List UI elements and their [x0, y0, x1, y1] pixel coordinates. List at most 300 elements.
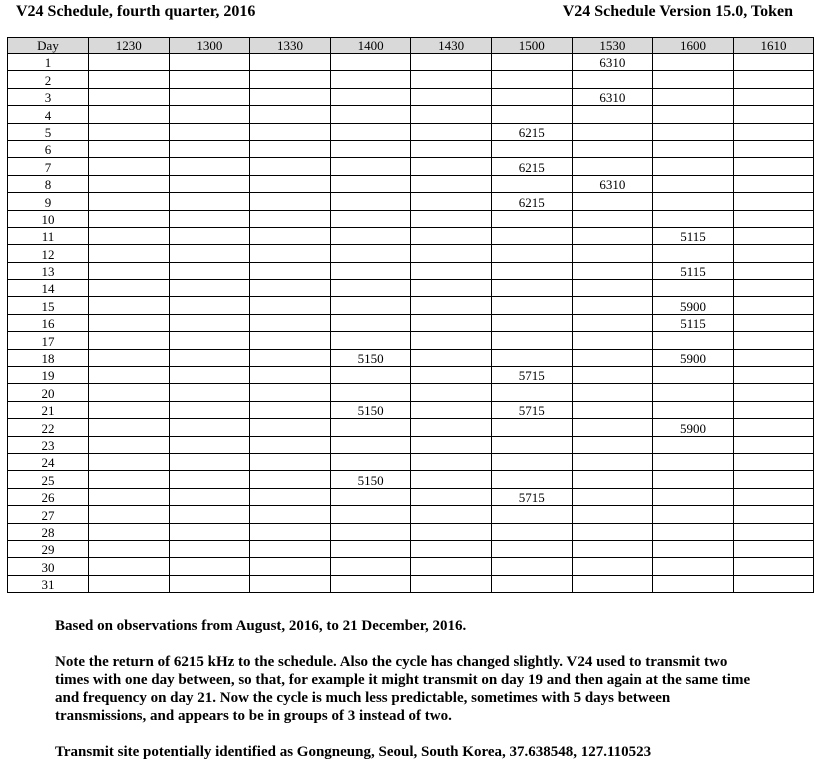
frequency-cell: [330, 193, 411, 210]
frequency-cell: [169, 193, 250, 210]
frequency-cell: [250, 332, 331, 349]
column-header-time: 1400: [330, 38, 411, 54]
frequency-cell: 6215: [491, 123, 572, 140]
frequency-cell: 5115: [653, 314, 734, 331]
frequency-cell: 6310: [572, 88, 653, 105]
frequency-cell: [572, 367, 653, 384]
frequency-cell: [733, 71, 814, 88]
frequency-cell: [411, 384, 492, 401]
frequency-cell: [169, 488, 250, 505]
day-cell: 27: [8, 506, 89, 523]
frequency-cell: 6310: [572, 54, 653, 71]
day-cell: 28: [8, 523, 89, 540]
frequency-cell: [169, 227, 250, 244]
day-cell: 16: [8, 314, 89, 331]
frequency-cell: [572, 297, 653, 314]
frequency-cell: [330, 210, 411, 227]
frequency-cell: 6215: [491, 158, 572, 175]
frequency-cell: [250, 453, 331, 470]
frequency-cell: [653, 523, 734, 540]
frequency-cell: [169, 419, 250, 436]
frequency-cell: [733, 384, 814, 401]
frequency-cell: [733, 280, 814, 297]
day-cell: 29: [8, 540, 89, 557]
frequency-cell: [411, 227, 492, 244]
frequency-cell: [330, 140, 411, 157]
frequency-cell: [491, 523, 572, 540]
frequency-cell: [89, 280, 170, 297]
table-row: [8, 506, 814, 523]
column-header-time: 1330: [250, 38, 331, 54]
day-cell: 11: [8, 227, 89, 244]
table-row: [8, 193, 814, 210]
frequency-cell: [89, 349, 170, 366]
frequency-cell: [89, 540, 170, 557]
frequency-cell: [330, 436, 411, 453]
day-cell: 2: [8, 71, 89, 88]
frequency-cell: [411, 436, 492, 453]
frequency-cell: [250, 297, 331, 314]
table-row: [8, 523, 814, 540]
frequency-cell: [733, 54, 814, 71]
frequency-cell: [89, 314, 170, 331]
table-row: [8, 349, 814, 366]
frequency-cell: [250, 106, 331, 123]
frequency-cell: [653, 210, 734, 227]
frequency-cell: [572, 401, 653, 418]
frequency-cell: [89, 245, 170, 262]
frequency-cell: [653, 280, 734, 297]
frequency-cell: [733, 123, 814, 140]
day-cell: 26: [8, 488, 89, 505]
frequency-cell: [491, 453, 572, 470]
frequency-cell: [89, 558, 170, 575]
column-header-time: 1300: [169, 38, 250, 54]
frequency-cell: 5150: [330, 471, 411, 488]
frequency-cell: [491, 140, 572, 157]
frequency-cell: [169, 54, 250, 71]
table-row: [8, 280, 814, 297]
column-header-time: 1230: [89, 38, 170, 54]
table-row: [8, 488, 814, 505]
frequency-cell: [653, 245, 734, 262]
frequency-cell: [169, 523, 250, 540]
frequency-cell: [653, 367, 734, 384]
frequency-cell: [491, 54, 572, 71]
frequency-cell: [572, 314, 653, 331]
frequency-cell: [733, 227, 814, 244]
frequency-cell: [169, 262, 250, 279]
frequency-cell: [733, 314, 814, 331]
frequency-cell: [250, 523, 331, 540]
frequency-cell: [89, 140, 170, 157]
frequency-cell: [653, 71, 734, 88]
frequency-cell: [169, 280, 250, 297]
frequency-cell: [330, 71, 411, 88]
frequency-cell: [250, 349, 331, 366]
frequency-cell: [733, 436, 814, 453]
frequency-cell: [491, 506, 572, 523]
frequency-cell: [653, 575, 734, 592]
frequency-cell: [169, 71, 250, 88]
frequency-cell: [330, 88, 411, 105]
frequency-cell: [250, 436, 331, 453]
frequency-cell: [250, 193, 331, 210]
frequency-cell: [330, 575, 411, 592]
version-label: V24 Schedule Version 15.0, Token: [562, 3, 793, 20]
frequency-cell: [169, 506, 250, 523]
table-row: [8, 436, 814, 453]
frequency-cell: [89, 54, 170, 71]
frequency-cell: [411, 106, 492, 123]
frequency-cell: [572, 540, 653, 557]
frequency-cell: [89, 210, 170, 227]
column-header-time: 1600: [653, 38, 734, 54]
frequency-cell: [89, 506, 170, 523]
frequency-cell: [491, 210, 572, 227]
frequency-cell: [733, 332, 814, 349]
frequency-cell: [733, 367, 814, 384]
frequency-cell: [491, 471, 572, 488]
frequency-cell: [411, 88, 492, 105]
frequency-cell: [169, 453, 250, 470]
frequency-cell: [733, 140, 814, 157]
frequency-cell: [411, 158, 492, 175]
frequency-cell: [572, 384, 653, 401]
column-header-time: 1530: [572, 38, 653, 54]
day-cell: 5: [8, 123, 89, 140]
frequency-cell: [653, 140, 734, 157]
frequency-cell: [572, 349, 653, 366]
frequency-cell: [330, 314, 411, 331]
frequency-cell: [89, 193, 170, 210]
table-row: [8, 106, 814, 123]
frequency-cell: [733, 488, 814, 505]
table-row: [8, 471, 814, 488]
frequency-cell: [491, 88, 572, 105]
table-row: [8, 123, 814, 140]
table-row: [8, 158, 814, 175]
frequency-cell: 5115: [653, 262, 734, 279]
frequency-cell: [330, 158, 411, 175]
frequency-cell: [572, 106, 653, 123]
frequency-cell: [733, 523, 814, 540]
table-row: [8, 575, 814, 592]
frequency-cell: [89, 367, 170, 384]
frequency-cell: [169, 367, 250, 384]
day-cell: 21: [8, 401, 89, 418]
frequency-cell: [330, 558, 411, 575]
day-cell: 10: [8, 210, 89, 227]
frequency-cell: [411, 523, 492, 540]
day-cell: 24: [8, 453, 89, 470]
frequency-cell: [89, 71, 170, 88]
table-row: [8, 558, 814, 575]
frequency-cell: [169, 558, 250, 575]
frequency-cell: [653, 193, 734, 210]
frequency-cell: [491, 384, 572, 401]
frequency-cell: [169, 106, 250, 123]
frequency-cell: [169, 297, 250, 314]
frequency-cell: [169, 123, 250, 140]
frequency-cell: [572, 523, 653, 540]
table-row: [8, 384, 814, 401]
day-cell: 14: [8, 280, 89, 297]
table-row: [8, 71, 814, 88]
frequency-cell: [733, 506, 814, 523]
frequency-cell: [250, 540, 331, 557]
frequency-cell: [411, 280, 492, 297]
frequency-cell: 5115: [653, 227, 734, 244]
frequency-cell: [572, 210, 653, 227]
frequency-cell: [733, 88, 814, 105]
frequency-cell: [653, 123, 734, 140]
frequency-cell: [169, 175, 250, 192]
frequency-cell: [250, 175, 331, 192]
frequency-cell: [411, 71, 492, 88]
frequency-cell: 6310: [572, 175, 653, 192]
frequency-cell: [250, 245, 331, 262]
column-header-time: 1610: [733, 38, 814, 54]
frequency-cell: [411, 175, 492, 192]
column-header-time: 1430: [411, 38, 492, 54]
frequency-cell: [653, 175, 734, 192]
frequency-cell: [733, 262, 814, 279]
frequency-cell: [330, 227, 411, 244]
frequency-cell: [733, 419, 814, 436]
observation-period-note: Based on observations from August, 2016, to 21 December, 2016.: [55, 618, 467, 634]
day-cell: 15: [8, 297, 89, 314]
frequency-cell: [411, 245, 492, 262]
frequency-cell: [250, 558, 331, 575]
frequency-cell: 5900: [653, 419, 734, 436]
table-row: [8, 210, 814, 227]
frequency-cell: [733, 401, 814, 418]
frequency-cell: [89, 488, 170, 505]
frequency-cell: [330, 367, 411, 384]
frequency-cell: [411, 140, 492, 157]
day-cell: 6: [8, 140, 89, 157]
frequency-cell: [250, 123, 331, 140]
frequency-cell: [169, 314, 250, 331]
frequency-cell: [491, 419, 572, 436]
frequency-cell: [411, 123, 492, 140]
frequency-cell: [491, 332, 572, 349]
day-cell: 17: [8, 332, 89, 349]
frequency-cell: [491, 349, 572, 366]
frequency-cell: [89, 297, 170, 314]
day-cell: 12: [8, 245, 89, 262]
frequency-cell: [330, 523, 411, 540]
frequency-cell: [411, 488, 492, 505]
frequency-cell: [572, 280, 653, 297]
frequency-cell: 5150: [330, 349, 411, 366]
frequency-cell: [89, 175, 170, 192]
frequency-cell: [411, 210, 492, 227]
frequency-cell: [250, 575, 331, 592]
frequency-cell: [733, 575, 814, 592]
frequency-cell: [169, 245, 250, 262]
frequency-cell: [250, 140, 331, 157]
frequency-cell: [572, 227, 653, 244]
frequency-cell: [169, 349, 250, 366]
frequency-cell: [330, 245, 411, 262]
frequency-cell: [169, 471, 250, 488]
frequency-cell: [653, 158, 734, 175]
frequency-cell: [572, 506, 653, 523]
day-cell: 3: [8, 88, 89, 105]
frequency-cell: [491, 558, 572, 575]
frequency-cell: [330, 540, 411, 557]
frequency-cell: [89, 262, 170, 279]
frequency-cell: [169, 436, 250, 453]
frequency-cell: 5900: [653, 349, 734, 366]
frequency-cell: [89, 401, 170, 418]
frequency-cell: [653, 506, 734, 523]
frequency-cell: [733, 193, 814, 210]
frequency-cell: [89, 523, 170, 540]
frequency-cell: [733, 349, 814, 366]
frequency-cell: 5715: [491, 401, 572, 418]
frequency-cell: [169, 540, 250, 557]
frequency-cell: [250, 210, 331, 227]
frequency-cell: [491, 314, 572, 331]
frequency-cell: [653, 558, 734, 575]
frequency-cell: [733, 453, 814, 470]
frequency-cell: [250, 158, 331, 175]
frequency-cell: [169, 88, 250, 105]
frequency-cell: [733, 210, 814, 227]
frequency-cell: [330, 54, 411, 71]
frequency-cell: [411, 558, 492, 575]
frequency-cell: [733, 158, 814, 175]
frequency-cell: [733, 245, 814, 262]
frequency-cell: [89, 88, 170, 105]
table-body: [8, 54, 814, 593]
frequency-cell: [89, 436, 170, 453]
frequency-cell: [653, 540, 734, 557]
frequency-cell: [89, 384, 170, 401]
frequency-cell: [733, 540, 814, 557]
frequency-cell: [491, 175, 572, 192]
frequency-cell: [572, 332, 653, 349]
frequency-cell: [653, 453, 734, 470]
frequency-cell: [572, 158, 653, 175]
frequency-cell: [411, 332, 492, 349]
frequency-cell: [169, 140, 250, 157]
frequency-cell: [89, 158, 170, 175]
frequency-cell: [411, 297, 492, 314]
frequency-cell: [169, 332, 250, 349]
table-row: [8, 314, 814, 331]
day-cell: 13: [8, 262, 89, 279]
frequency-cell: [733, 471, 814, 488]
frequency-cell: [653, 106, 734, 123]
frequency-cell: [572, 453, 653, 470]
transmit-site-note: Transmit site potentially identified as Gongneung, Seoul, South Korea, 37.638548, 127.110523: [55, 744, 652, 760]
frequency-cell: [572, 436, 653, 453]
frequency-cell: [169, 401, 250, 418]
table-row: [8, 140, 814, 157]
day-cell: 23: [8, 436, 89, 453]
frequency-cell: [411, 314, 492, 331]
column-header-time: 1500: [491, 38, 572, 54]
frequency-cell: [250, 314, 331, 331]
table-row: [8, 419, 814, 436]
frequency-cell: [250, 227, 331, 244]
notes-section: [55, 617, 755, 761]
frequency-cell: [330, 297, 411, 314]
frequency-cell: [89, 419, 170, 436]
frequency-cell: [250, 88, 331, 105]
frequency-cell: [411, 540, 492, 557]
frequency-cell: [572, 123, 653, 140]
frequency-cell: [411, 193, 492, 210]
frequency-cell: [411, 453, 492, 470]
frequency-cell: [733, 175, 814, 192]
table-row: [8, 227, 814, 244]
frequency-cell: 5900: [653, 297, 734, 314]
frequency-cell: [491, 436, 572, 453]
frequency-cell: [330, 175, 411, 192]
frequency-cell: [250, 506, 331, 523]
frequency-cell: [89, 106, 170, 123]
frequency-cell: [330, 106, 411, 123]
day-cell: 4: [8, 106, 89, 123]
frequency-cell: [250, 71, 331, 88]
frequency-cell: [250, 280, 331, 297]
frequency-cell: [169, 384, 250, 401]
frequency-cell: [653, 471, 734, 488]
table-row: [8, 54, 814, 71]
table-row: [8, 453, 814, 470]
day-cell: 8: [8, 175, 89, 192]
frequency-cell: [411, 575, 492, 592]
day-cell: 18: [8, 349, 89, 366]
frequency-cell: [89, 332, 170, 349]
frequency-cell: [411, 262, 492, 279]
frequency-cell: [250, 262, 331, 279]
frequency-cell: [572, 140, 653, 157]
frequency-cell: [330, 280, 411, 297]
frequency-cell: [169, 210, 250, 227]
frequency-cell: [330, 123, 411, 140]
frequency-cell: [89, 575, 170, 592]
day-cell: 22: [8, 419, 89, 436]
table-row: [8, 540, 814, 557]
frequency-cell: [653, 54, 734, 71]
frequency-cell: [491, 540, 572, 557]
frequency-cell: [572, 488, 653, 505]
frequency-cell: [572, 245, 653, 262]
day-cell: 30: [8, 558, 89, 575]
frequency-cell: [572, 419, 653, 436]
day-cell: 7: [8, 158, 89, 175]
table-row: [8, 367, 814, 384]
frequency-cell: [250, 54, 331, 71]
schedule-table: [7, 37, 814, 593]
frequency-cell: [411, 506, 492, 523]
frequency-cell: [491, 575, 572, 592]
frequency-cell: [330, 262, 411, 279]
table-row: [8, 262, 814, 279]
frequency-cell: [572, 262, 653, 279]
frequency-cell: [491, 297, 572, 314]
frequency-cell: [491, 71, 572, 88]
frequency-cell: [169, 158, 250, 175]
frequency-cell: [89, 471, 170, 488]
frequency-cell: [330, 506, 411, 523]
